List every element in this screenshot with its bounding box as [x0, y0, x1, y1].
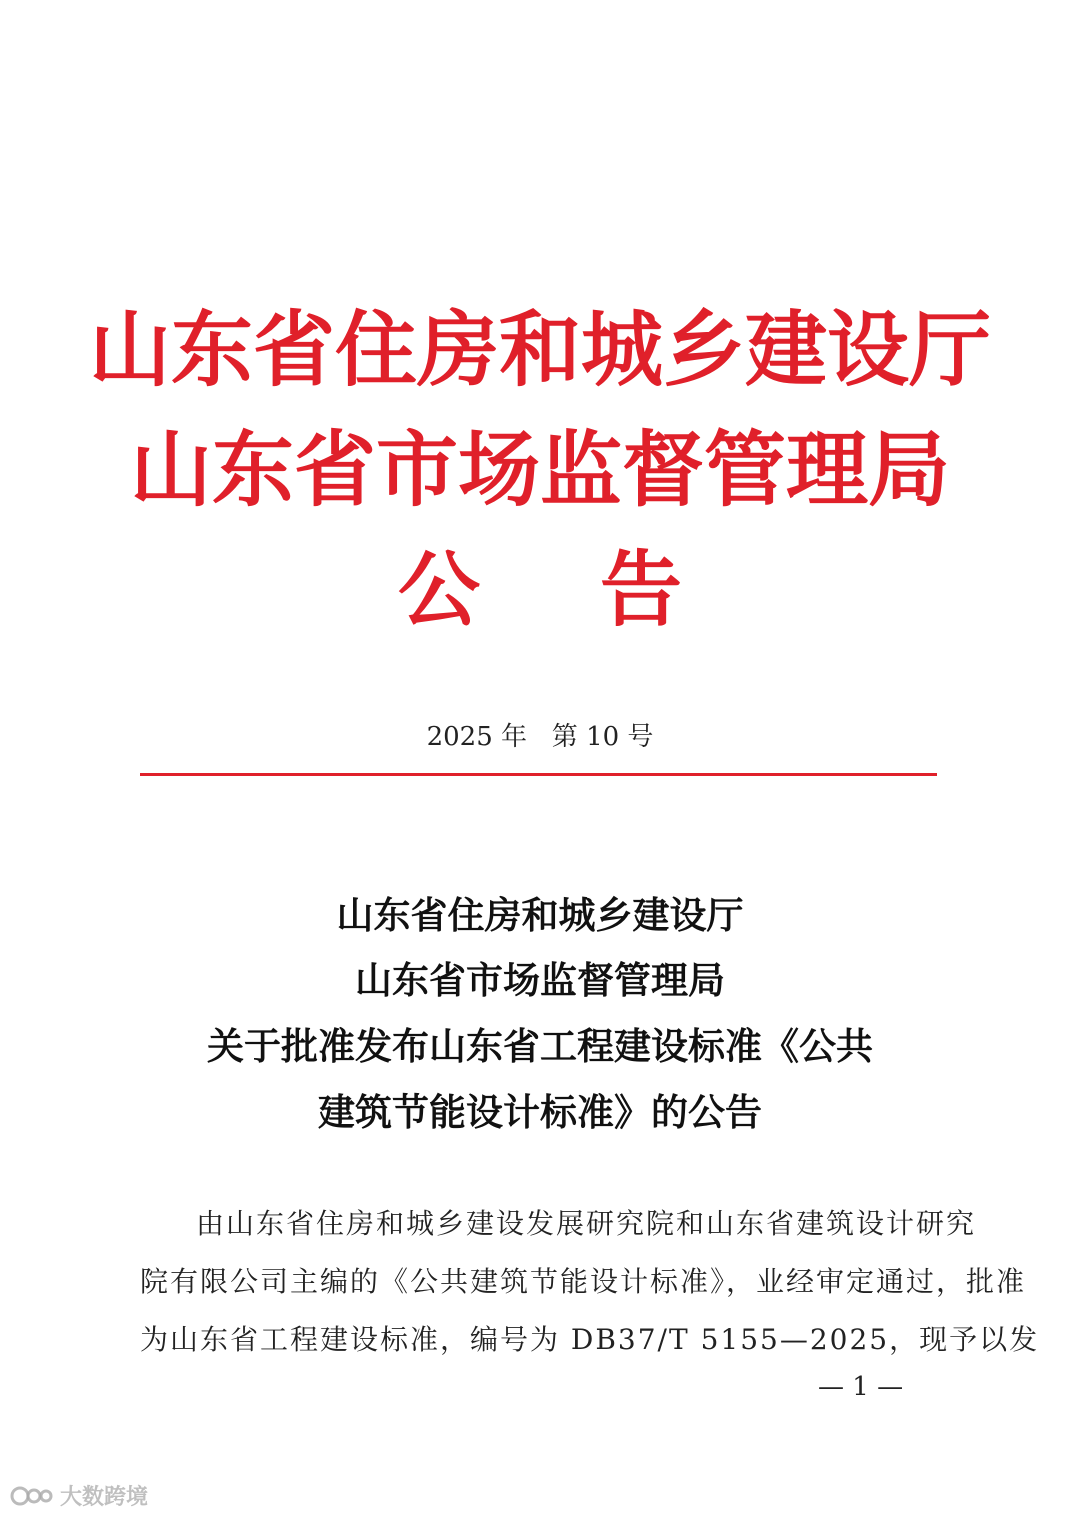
issuer-name-2: 山东省市场监督管理局	[129, 422, 950, 518]
notice-title-line-2: 山东省市场监督管理局	[355, 959, 725, 1002]
body-text-line-2: 院有限公司主编的《公共建筑节能设计标准》，业经审定通过，批准	[140, 1265, 1027, 1298]
watermark	[10, 1480, 148, 1511]
document-number: 2025 年 第 10 号	[426, 722, 654, 752]
watermark-logo-icon	[10, 1483, 54, 1509]
document-type: 公告	[397, 542, 802, 638]
body-text-line-3: 为山东省工程建设标准，编号为 DB37/T 5155—2025，现予以发	[140, 1323, 1040, 1356]
notice-title-line-3: 关于批准发布山东省工程建设标准《公共	[207, 1025, 873, 1068]
notice-title-line-1: 山东省住房和城乡建设厅	[336, 894, 744, 937]
issuer-name-1: 山东省住房和城乡建设厅	[88, 302, 991, 398]
red-divider	[140, 773, 937, 776]
page-number: — 1 —	[818, 1372, 904, 1402]
watermark-text: 大数跨境	[60, 1485, 149, 1510]
notice-title-line-4: 建筑节能设计标准》的公告	[318, 1091, 762, 1134]
body-text-line-1: 由山东省住房和城乡建设发展研究院和山东省建筑设计研究	[196, 1207, 977, 1240]
